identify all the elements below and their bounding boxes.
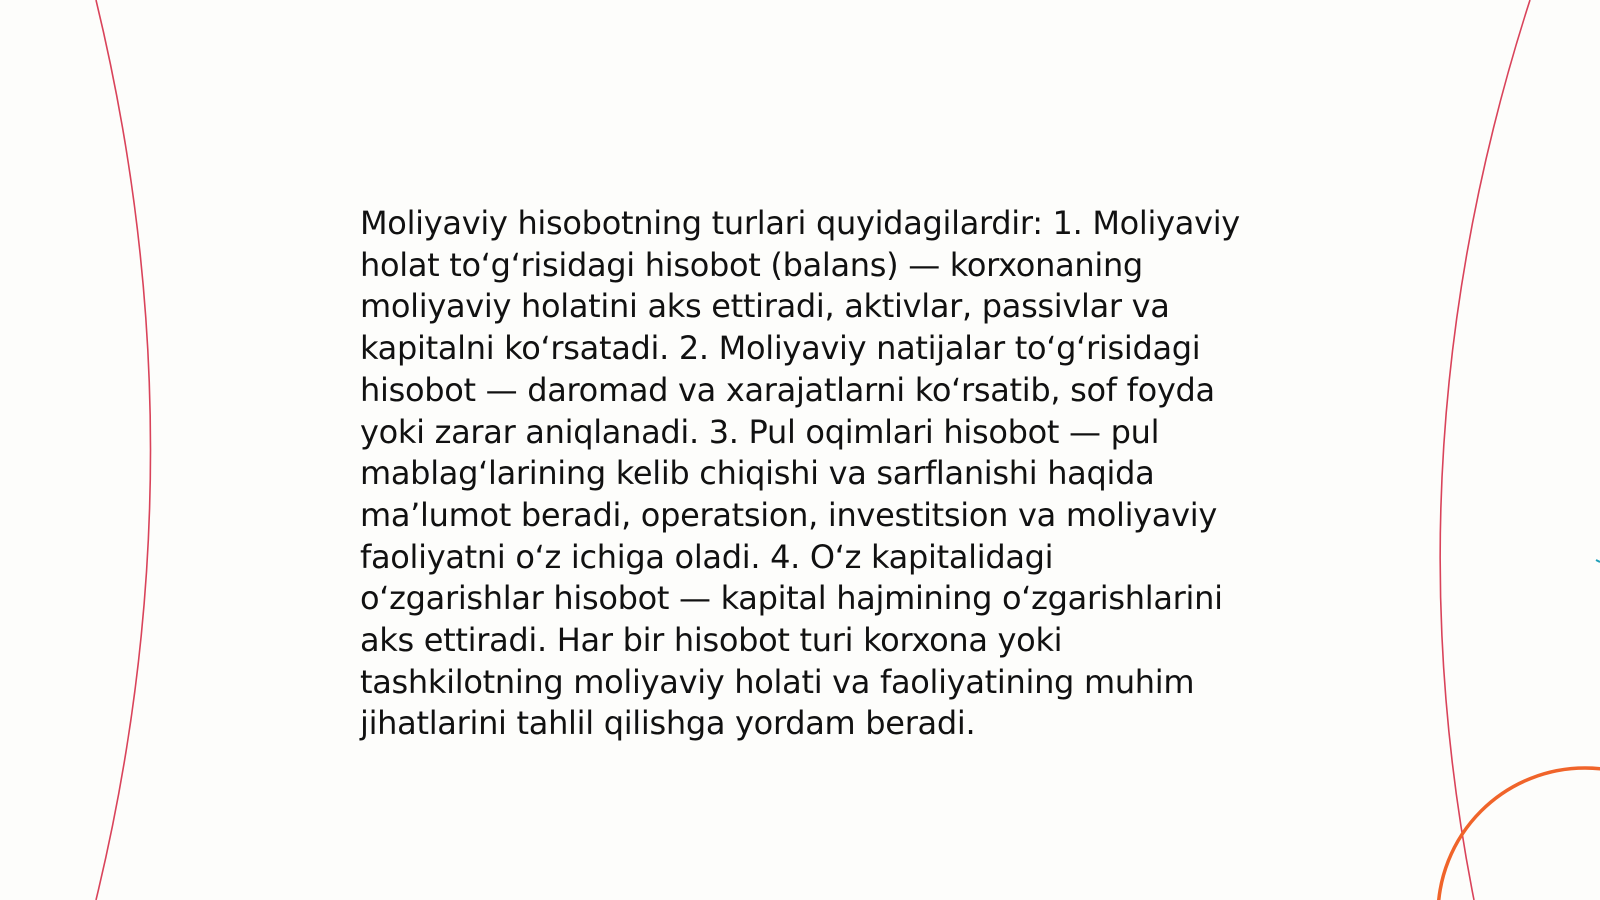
body-text: Moliyaviy hisobotning turlari quyidagilardir: 1. Moliyaviy holat to‘g‘risidagi hisobot (balans) — korxonaning moliyaviy holatini aks ettiradi, aktivlar, passivlar va kapitalni ko‘rsatadi. 2. Moliyaviy natijalar to‘g‘risidagi hisobot — daromad va xarajatlarni ko‘rsatib, sof foyda yoki zarar aniqlanadi. 3. Pul oqimlari hisobot — pul mablag‘larining kelib chiqishi va sarflanishi haqida ma’lumot beradi, operatsion, investitsion va moliyaviy faoliyatni o‘z ichiga oladi. 4. O‘z kapitalidagi o‘zgarishlar hisobot — kapital hajmining o‘zgarishlarini aks ettiradi. Har bir hisobot turi korxona yoki tashkilotning moliyaviy holati va faoliyatining muhim jihatlarini tahlil qilishga yordam beradi. — [360, 204, 1240, 743]
left-curve — [96, 0, 151, 900]
right-curve — [1440, 0, 1530, 900]
teal-accent — [1596, 560, 1600, 562]
orange-arc — [1438, 768, 1600, 900]
